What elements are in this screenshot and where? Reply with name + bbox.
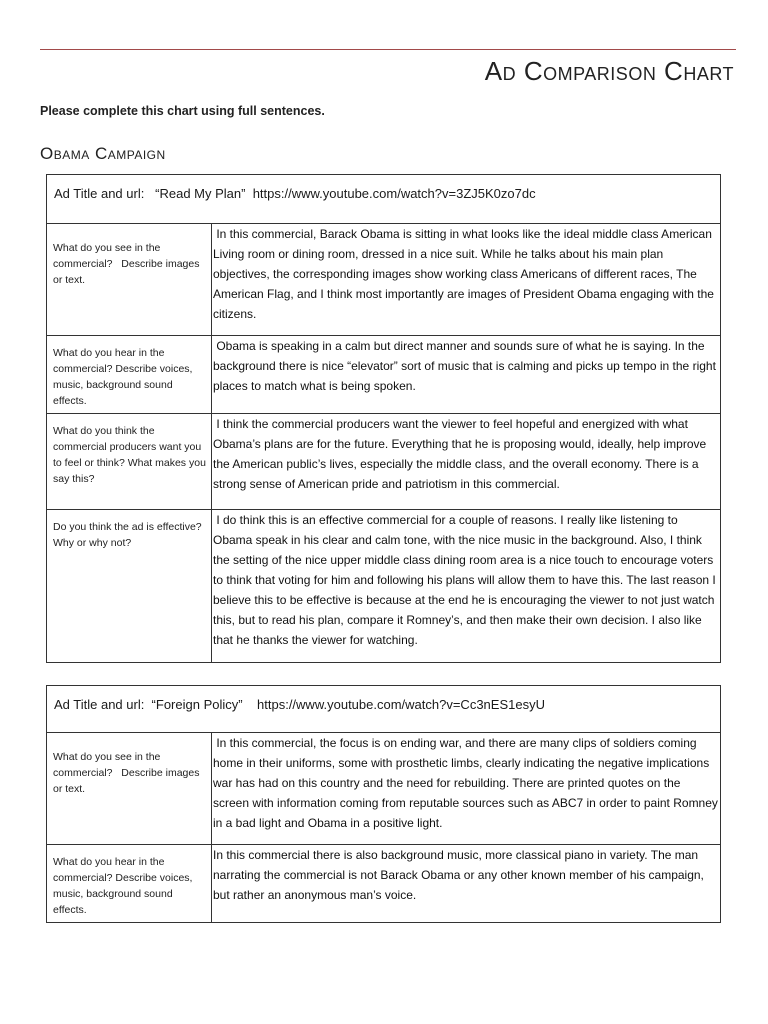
ad-title-label: Ad Title and url: xyxy=(54,697,145,712)
answer-cell: Obama is speaking in a calm but direct manner and sounds sure of what he is saying. In the background there is nice “elevator” sort of music that is calming and picks up tempo in the right places to match what is being spoken. xyxy=(212,336,721,414)
section-heading: Obama Campaign xyxy=(40,144,166,163)
question-cell: What do you think the commercial producers want you to feel or think? What makes you say this? xyxy=(47,414,212,510)
table-row xyxy=(47,336,721,414)
ad-title-cell xyxy=(47,686,721,733)
answer-cell: In this commercial, the focus is on ending war, and there are many clips of soldiers coming home in their uniforms, some with prosthetic limbs, clearly indicating the negative implications war has had on this country and the need for rebuilding. There are printed quotes on the screen with information coming from reputable sources such as ABC7 in order to paint Romney in a bad light and Obama in a positive light. xyxy=(212,733,721,845)
ad-title-value: “Foreign Policy” https://www.youtube.com/watch?v=Cc3nES1esyU xyxy=(144,697,545,712)
ad-title-row xyxy=(47,686,721,733)
question-cell: Do you think the ad is effective? Why or why not? xyxy=(47,510,212,663)
question-cell: What do you see in the commercial? Describe images or text. xyxy=(47,733,212,845)
table-row xyxy=(47,733,721,845)
answer-cell: I think the commercial producers want the viewer to feel hopeful and energized with what Obama’s plans are for the future. Everything that he is proposing would, ideally, help improve the American public’s lives, especially the middle class, and the overall economy. There is a strong sense of American pride and patriotism in this commercial. xyxy=(212,414,721,510)
question-cell: What do you hear in the commercial? Describe voices, music, background sound effects. xyxy=(47,845,212,923)
ad-chart-table-2 xyxy=(46,685,721,923)
table-row xyxy=(47,224,721,336)
table-row xyxy=(47,414,721,510)
ad-title-label: Ad Title and url: xyxy=(54,186,145,201)
answer-cell: In this commercial, Barack Obama is sitting in what looks like the ideal middle class American Living room or dining room, dressed in a nice suit. While he talks about his main plan objectives, the corresponding images show working class Americans of different races, The American Flag, and I think most importantly are images of President Obama engaging with the citizens. xyxy=(212,224,721,336)
ad-title-value: “Read My Plan” https://www.youtube.com/watch?v=3ZJ5K0zo7dc xyxy=(144,186,536,201)
ad-chart-table-1 xyxy=(46,174,721,663)
ad-title-row xyxy=(47,175,721,224)
answer-cell: I do think this is an effective commercial for a couple of reasons. I really like listening to Obama speak in his clear and calm tone, with the nice music in the background. Also, I think the setting of the nice upper middle class dining room area is a nice touch to encourage voters to think that voting for him and following his plans will allow them to have this. The last reason I believe this to be effective is because at the end he is encouraging the viewer to not just watch this, but to read his plan, compare it Romney’s, and then make their own decision. I also like that he thanks the viewer for watching. xyxy=(212,510,721,663)
ad-title-cell xyxy=(47,175,721,224)
question-cell: What do you hear in the commercial? Describe voices, music, background sound effects. xyxy=(47,336,212,414)
question-cell: What do you see in the commercial? Describe images or text. xyxy=(47,224,212,336)
table-row xyxy=(47,845,721,923)
table-row xyxy=(47,510,721,663)
document-title: Ad Comparison Chart xyxy=(484,56,734,86)
header-rule xyxy=(40,49,736,50)
instructions-text: Please complete this chart using full sentences. xyxy=(40,104,325,118)
answer-cell: In this commercial there is also background music, more classical piano in variety. The man narrating the commercial is not Barack Obama or any other known member of his campaign, but rather an anonymous man’s voice. xyxy=(212,845,721,923)
